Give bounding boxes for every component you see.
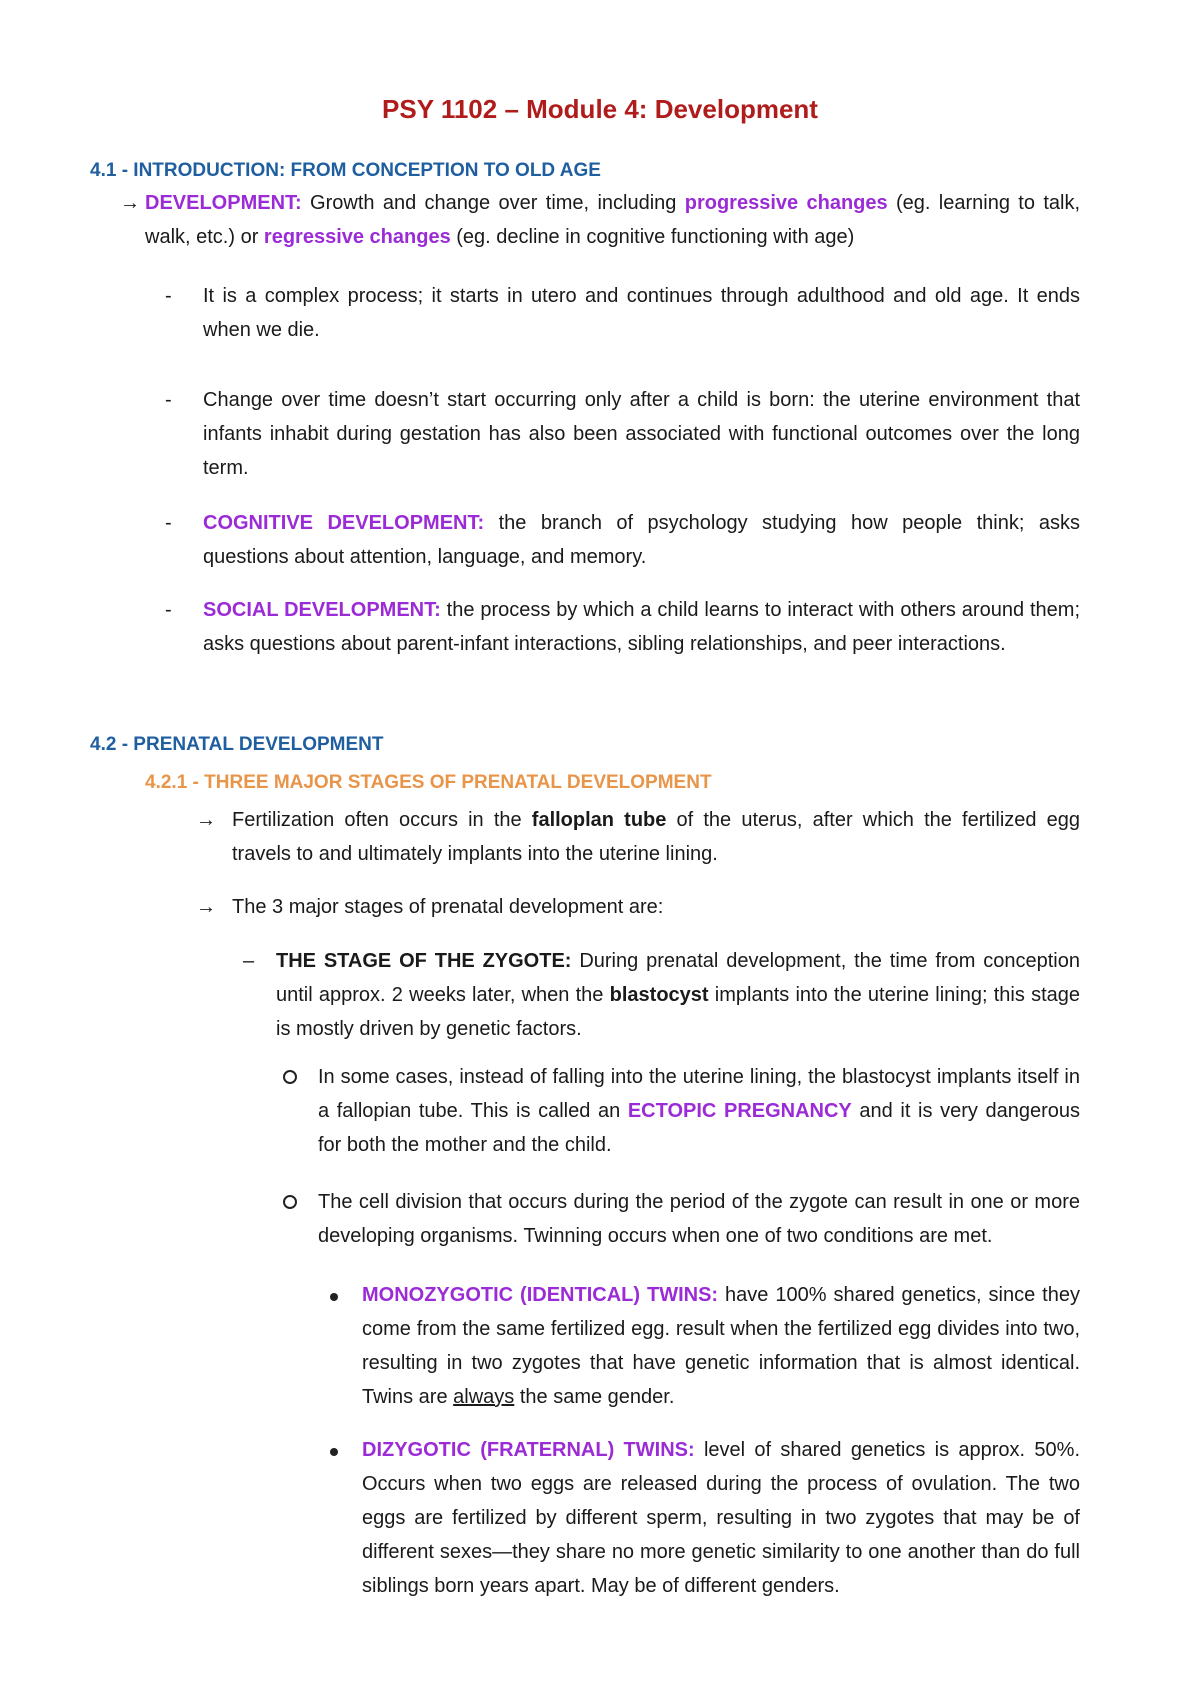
sub-bullet-text: In some cases, instead of falling into the uterine lining, the blastocyst implants itself in a fallopian tube. This is called an	[318, 1066, 1080, 1122]
dash-bullet: –	[243, 950, 255, 972]
bullet-social-development	[203, 593, 1080, 661]
term-falloplan-tube: falloplan tube	[531, 809, 667, 831]
arrow-item-fertilization	[232, 803, 1080, 871]
section-heading-4-1: 4.1 - INTRODUCTION: FROM CONCEPTION TO OLD AGE	[90, 160, 601, 181]
term-development: DEVELOPMENT:	[145, 192, 302, 214]
bullet-uterine-environment: Change over time doesn’t start occurring only after a child is born: the uterine environment that infants inhabit during gestation has also been associated with functional outcomes over the long term.	[203, 389, 1080, 479]
arrow-icon: →	[196, 809, 216, 831]
dash-bullet: -	[165, 389, 172, 411]
hollow-circle-bullet-icon	[283, 1195, 297, 1209]
definition-text: (eg. learning to talk, walk, etc.) or	[145, 192, 1081, 248]
bullet-text: the branch of psychology studying how people think; asks questions about attention, language, and memory.	[203, 512, 1080, 568]
twins-text: the same gender.	[514, 1386, 675, 1408]
dash-bullet: -	[165, 599, 172, 621]
bullet-text: the process by which a child learns to interact with others around them; asks questions about parent-infant interactions, sibling relationships, and peer interactions.	[203, 599, 1081, 655]
filled-dot-bullet-icon	[330, 1448, 338, 1456]
development-definition	[145, 186, 1080, 254]
item-text: Fertilization often occurs in the	[232, 809, 532, 831]
item-text: of the uterus, after which the fertilized egg travels to and ultimately implants into the uterine lining.	[232, 809, 1081, 865]
definition-text: Growth and change over time, including	[301, 192, 685, 214]
bullet-complex-process: It is a complex process; it starts in utero and continues through adulthood and old age. It ends when we die.	[203, 285, 1080, 341]
underlined-always: always	[453, 1386, 515, 1408]
term-social-development: SOCIAL DEVELOPMENT:	[203, 599, 441, 621]
twins-dizygotic	[362, 1433, 1080, 1603]
twins-text: level of shared genetics is approx. 50%. Occurs when two eggs are released during the process of ovulation. The two eggs are fertilized by different sperm, resulting in two zygotes that may be of different sexes—they share no more genetic similarity to one another than do full siblings born years apart. May be of different genders.	[362, 1439, 1080, 1597]
page-title: PSY 1102 – Module 4: Development	[382, 94, 818, 124]
term-dizygotic-twins: DIZYGOTIC (FRATERNAL) TWINS:	[362, 1439, 695, 1461]
stage-text: implants into the uterine lining; this stage is mostly driven by genetic factors.	[276, 984, 1080, 1040]
sub-bullet-ectopic-pregnancy	[318, 1060, 1080, 1162]
term-stage-of-zygote: THE STAGE OF THE ZYGOTE:	[276, 950, 572, 972]
stage-text: During prenatal development, the time from conception until approx. 2 weeks later, when the	[276, 950, 1080, 1006]
twins-text: have 100% shared genetics, since they come from the same fertilized egg. result when the fertilized egg divides into two, resulting in two zygotes that have genetic information that is almost identical. Twins are	[362, 1284, 1080, 1408]
bullet-cognitive-development	[203, 506, 1080, 574]
term-monozygotic-twins: MONOZYGOTIC (IDENTICAL) TWINS:	[362, 1284, 719, 1306]
term-progressive-changes: progressive changes	[684, 192, 888, 214]
sub-bullet-text: and it is very dangerous for both the mother and the child.	[318, 1100, 1081, 1156]
term-blastocyst: blastocyst	[609, 984, 709, 1006]
term-regressive-changes: regressive changes	[263, 226, 451, 248]
twins-monozygotic	[362, 1278, 1080, 1414]
section-heading-4-2: 4.2 - PRENATAL DEVELOPMENT	[90, 734, 384, 755]
sub-bullet-cell-division: The cell division that occurs during the period of the zygote can result in one or more developing organisms. Twinning occurs when one of two conditions are met.	[318, 1191, 1080, 1247]
arrow-item-three-stages: The 3 major stages of prenatal development are:	[232, 896, 664, 918]
dash-bullet: -	[165, 512, 172, 534]
filled-dot-bullet-icon	[330, 1293, 338, 1301]
arrow-icon: →	[120, 192, 140, 214]
term-ectopic-pregnancy: ECTOPIC PREGNANCY	[627, 1100, 852, 1122]
hollow-circle-bullet-icon	[283, 1070, 297, 1084]
subsection-heading-4-2-1: 4.2.1 - THREE MAJOR STAGES OF PRENATAL DEVELOPMENT	[145, 772, 712, 793]
term-cognitive-development: COGNITIVE DEVELOPMENT:	[203, 512, 485, 534]
dash-bullet: -	[165, 285, 172, 307]
arrow-icon: →	[196, 896, 216, 918]
definition-text: (eg. decline in cognitive functioning with age)	[450, 226, 855, 248]
stage-zygote	[276, 944, 1080, 1046]
